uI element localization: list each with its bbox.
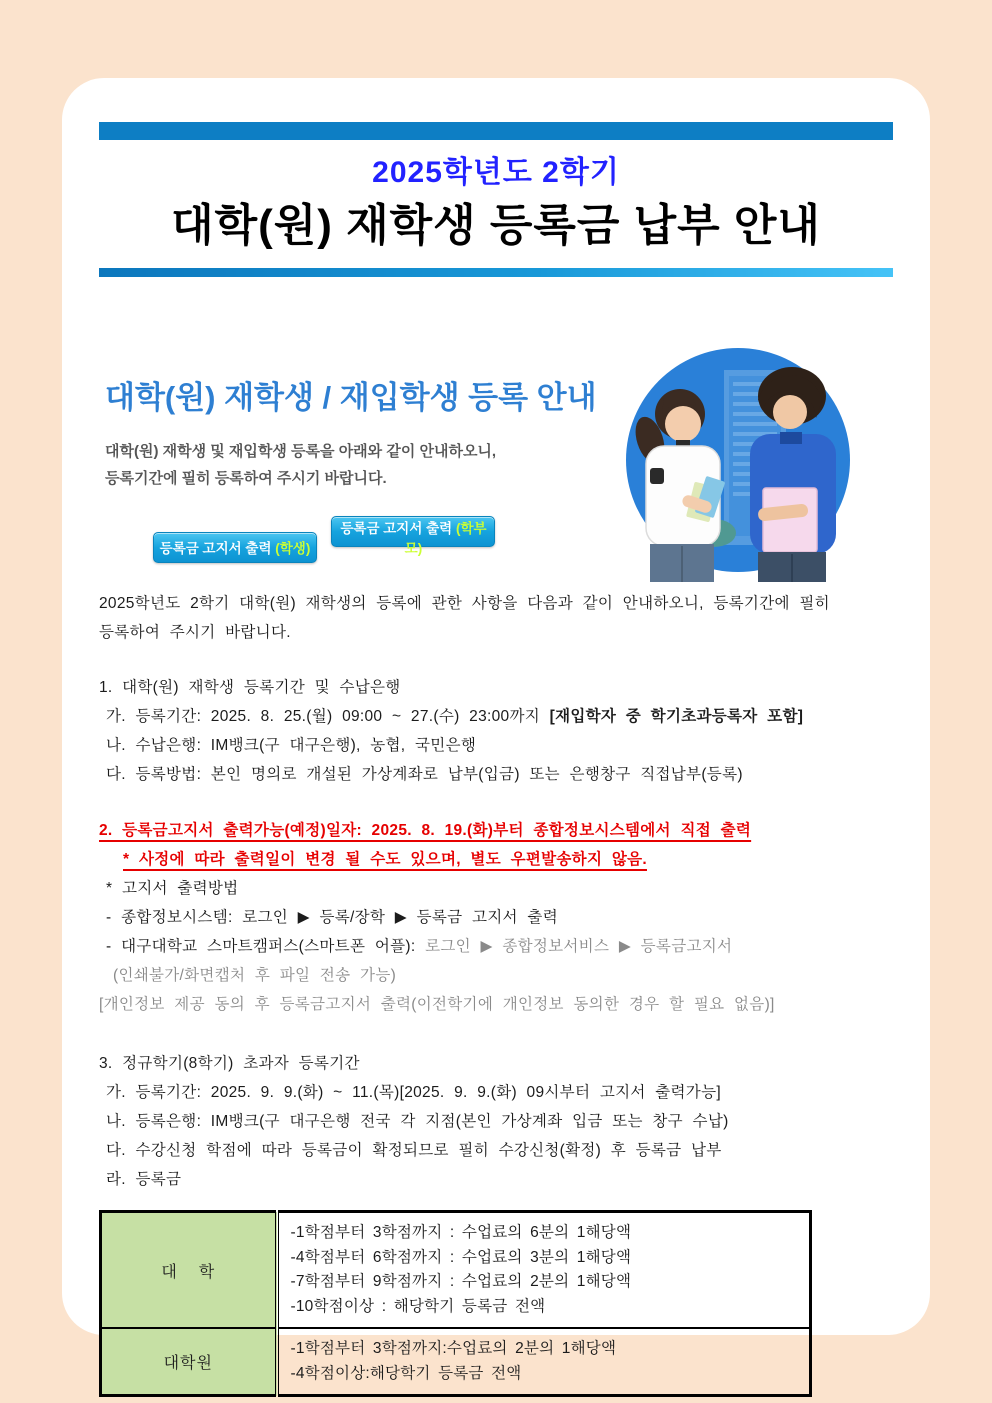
tuition-row-university <box>101 1212 811 1329</box>
tuition-table <box>99 1210 812 1397</box>
banner-title: 대학(원) 재학생 / 재입학생 등록 안내 <box>105 380 597 415</box>
intro-line1: 2025학년도 2학기 대학(원) 재학생의 등록에 관한 사항을 다음과 같이 안내하오니, 등록기간에 필히 <box>99 595 830 612</box>
section1-heading: 1. 대학(원) 재학생 등록기간 및 수납은행 <box>99 679 401 696</box>
section3-item-bank: 나. 등록은행: IM뱅크(구 대구은행 전국 각 지점(본인 가상계좌 입금 또는 창구 수납) <box>106 1113 729 1130</box>
section2-method-app-note: (인쇄불가/화면캡처 후 파일 전송 가능) <box>113 967 397 984</box>
students-illustration <box>586 348 898 582</box>
print-bill-parent-button[interactable] <box>331 516 495 556</box>
notice-content <box>62 78 930 1397</box>
section3-item-tuition: 라. 등록금 <box>106 1171 182 1188</box>
section3-item-period: 가. 등록기간: 2025. 9. 9.(화) ~ 11.(목)[2025. 9. 9.(화) 09시부터 고지서 출력가능] <box>106 1084 721 1101</box>
semester-subtitle: 2025학년도 2학기 <box>372 156 620 189</box>
tuition-category-university: 대 학 <box>101 1212 277 1329</box>
tuition-univ-line1: -1학점부터 3학점까지 : 수업료의 6분의 1해당액 <box>290 1224 632 1241</box>
section-bill-print <box>99 816 893 1019</box>
print-bill-student-accent: (학생) <box>275 541 311 556</box>
tuition-grad-line1: -1학점부터 3학점까지:수업료의 2분의 1해당액 <box>290 1340 617 1357</box>
section-registration-period <box>99 673 893 789</box>
print-bill-student-button[interactable] <box>153 532 317 563</box>
page-title: 대학(원) 재학생 등록금 납부 안내 <box>171 201 821 250</box>
section2-privacy-note: [개인정보 제공 동의 후 등록금고지서 출력(이전학기에 개인정보 동의한 경우 할 필요 없음)] <box>99 996 775 1013</box>
section3-item-confirm: 다. 수강신청 학점에 따라 등록금이 확정되므로 필히 수강신청(확정) 후 등록금 납부 <box>106 1142 722 1159</box>
tuition-category-graduate: 대학원 <box>101 1328 277 1396</box>
section2-method-app-path: 로그인 ▶ 종합정보서비스 ▶ 등록금고지서 <box>425 938 733 955</box>
tuition-detail-graduate <box>277 1328 811 1396</box>
section1-item-period-text: 가. 등록기간: 2025. 8. 25.(월) 09:00 ~ 27.(수) 23:00까지 <box>106 708 550 725</box>
section2-note-red: * 사정에 따라 출력일이 변경 될 수도 있으며, 별도 우편발송하지 않음. <box>123 851 647 868</box>
registration-banner <box>99 348 893 582</box>
section2-heading-red: 2. 등록금고지서 출력가능(예정)일자: 2025. 8. 19.(화)부터 종합정보시스템에서 직접 출력 <box>99 822 752 839</box>
section2-method-app <box>99 932 893 961</box>
section1-item-period-bold: [재입학자 중 학기초과등록자 포함] <box>549 708 804 725</box>
banner-subtitle-line2: 등록기간에 필히 등록하여 주시기 바랍니다. <box>105 470 387 487</box>
section2-method-web: - 종합정보시스템: 로그인 ▶ 등록/장학 ▶ 등록금 고지서 출력 <box>106 909 558 926</box>
print-bill-student-label: 등록금 고지서 출력 <box>159 541 276 556</box>
tuition-univ-line2: -4학점부터 6학점까지 : 수업료의 3분의 1해당액 <box>290 1248 632 1266</box>
section-overterm-period <box>99 1049 893 1194</box>
print-bill-parent-accent: (학부모) <box>404 521 487 556</box>
tuition-detail-university <box>277 1212 811 1329</box>
boy-student-figure <box>750 367 836 582</box>
section1-item-method: 다. 등록방법: 본인 명의로 개설된 가상계좌로 납부(입금) 또는 은행창구 직접납부(등록) <box>106 766 743 783</box>
tuition-row-graduate <box>101 1328 811 1396</box>
banner-subtitle-line1: 대학(원) 재학생 및 재입학생 등록을 아래와 같이 안내하오니, <box>105 443 497 460</box>
tuition-univ-line3: -7학점부터 9학점까지 : 수업료의 2분의 1해당액 <box>290 1273 632 1290</box>
intro-paragraph <box>99 589 893 647</box>
header-bottom-bar <box>99 268 893 277</box>
section3-heading: 3. 정규학기(8학기) 초과자 등록기간 <box>99 1055 360 1072</box>
tuition-univ-line4: -10학점이상 : 해당학기 등록금 전액 <box>290 1297 546 1315</box>
section1-item-banks: 나. 수납은행: IM뱅크(구 대구은행), 농협, 국민은행 <box>106 737 477 754</box>
tuition-grad-line2: -4학점이상:해당학기 등록금 전액 <box>290 1364 522 1382</box>
section2-method-app-label: - 대구대학교 스마트캠퍼스(스마트폰 어플): <box>106 938 426 955</box>
header-top-bar <box>99 122 893 140</box>
notice-panel <box>62 78 930 1382</box>
section1-item-period <box>99 702 893 731</box>
print-bill-parent-label: 등록금 고지서 출력 <box>340 521 456 536</box>
section2-method-title: * 고지서 출력방법 <box>106 880 239 897</box>
intro-line2: 등록하여 주시기 바랍니다. <box>99 624 291 641</box>
